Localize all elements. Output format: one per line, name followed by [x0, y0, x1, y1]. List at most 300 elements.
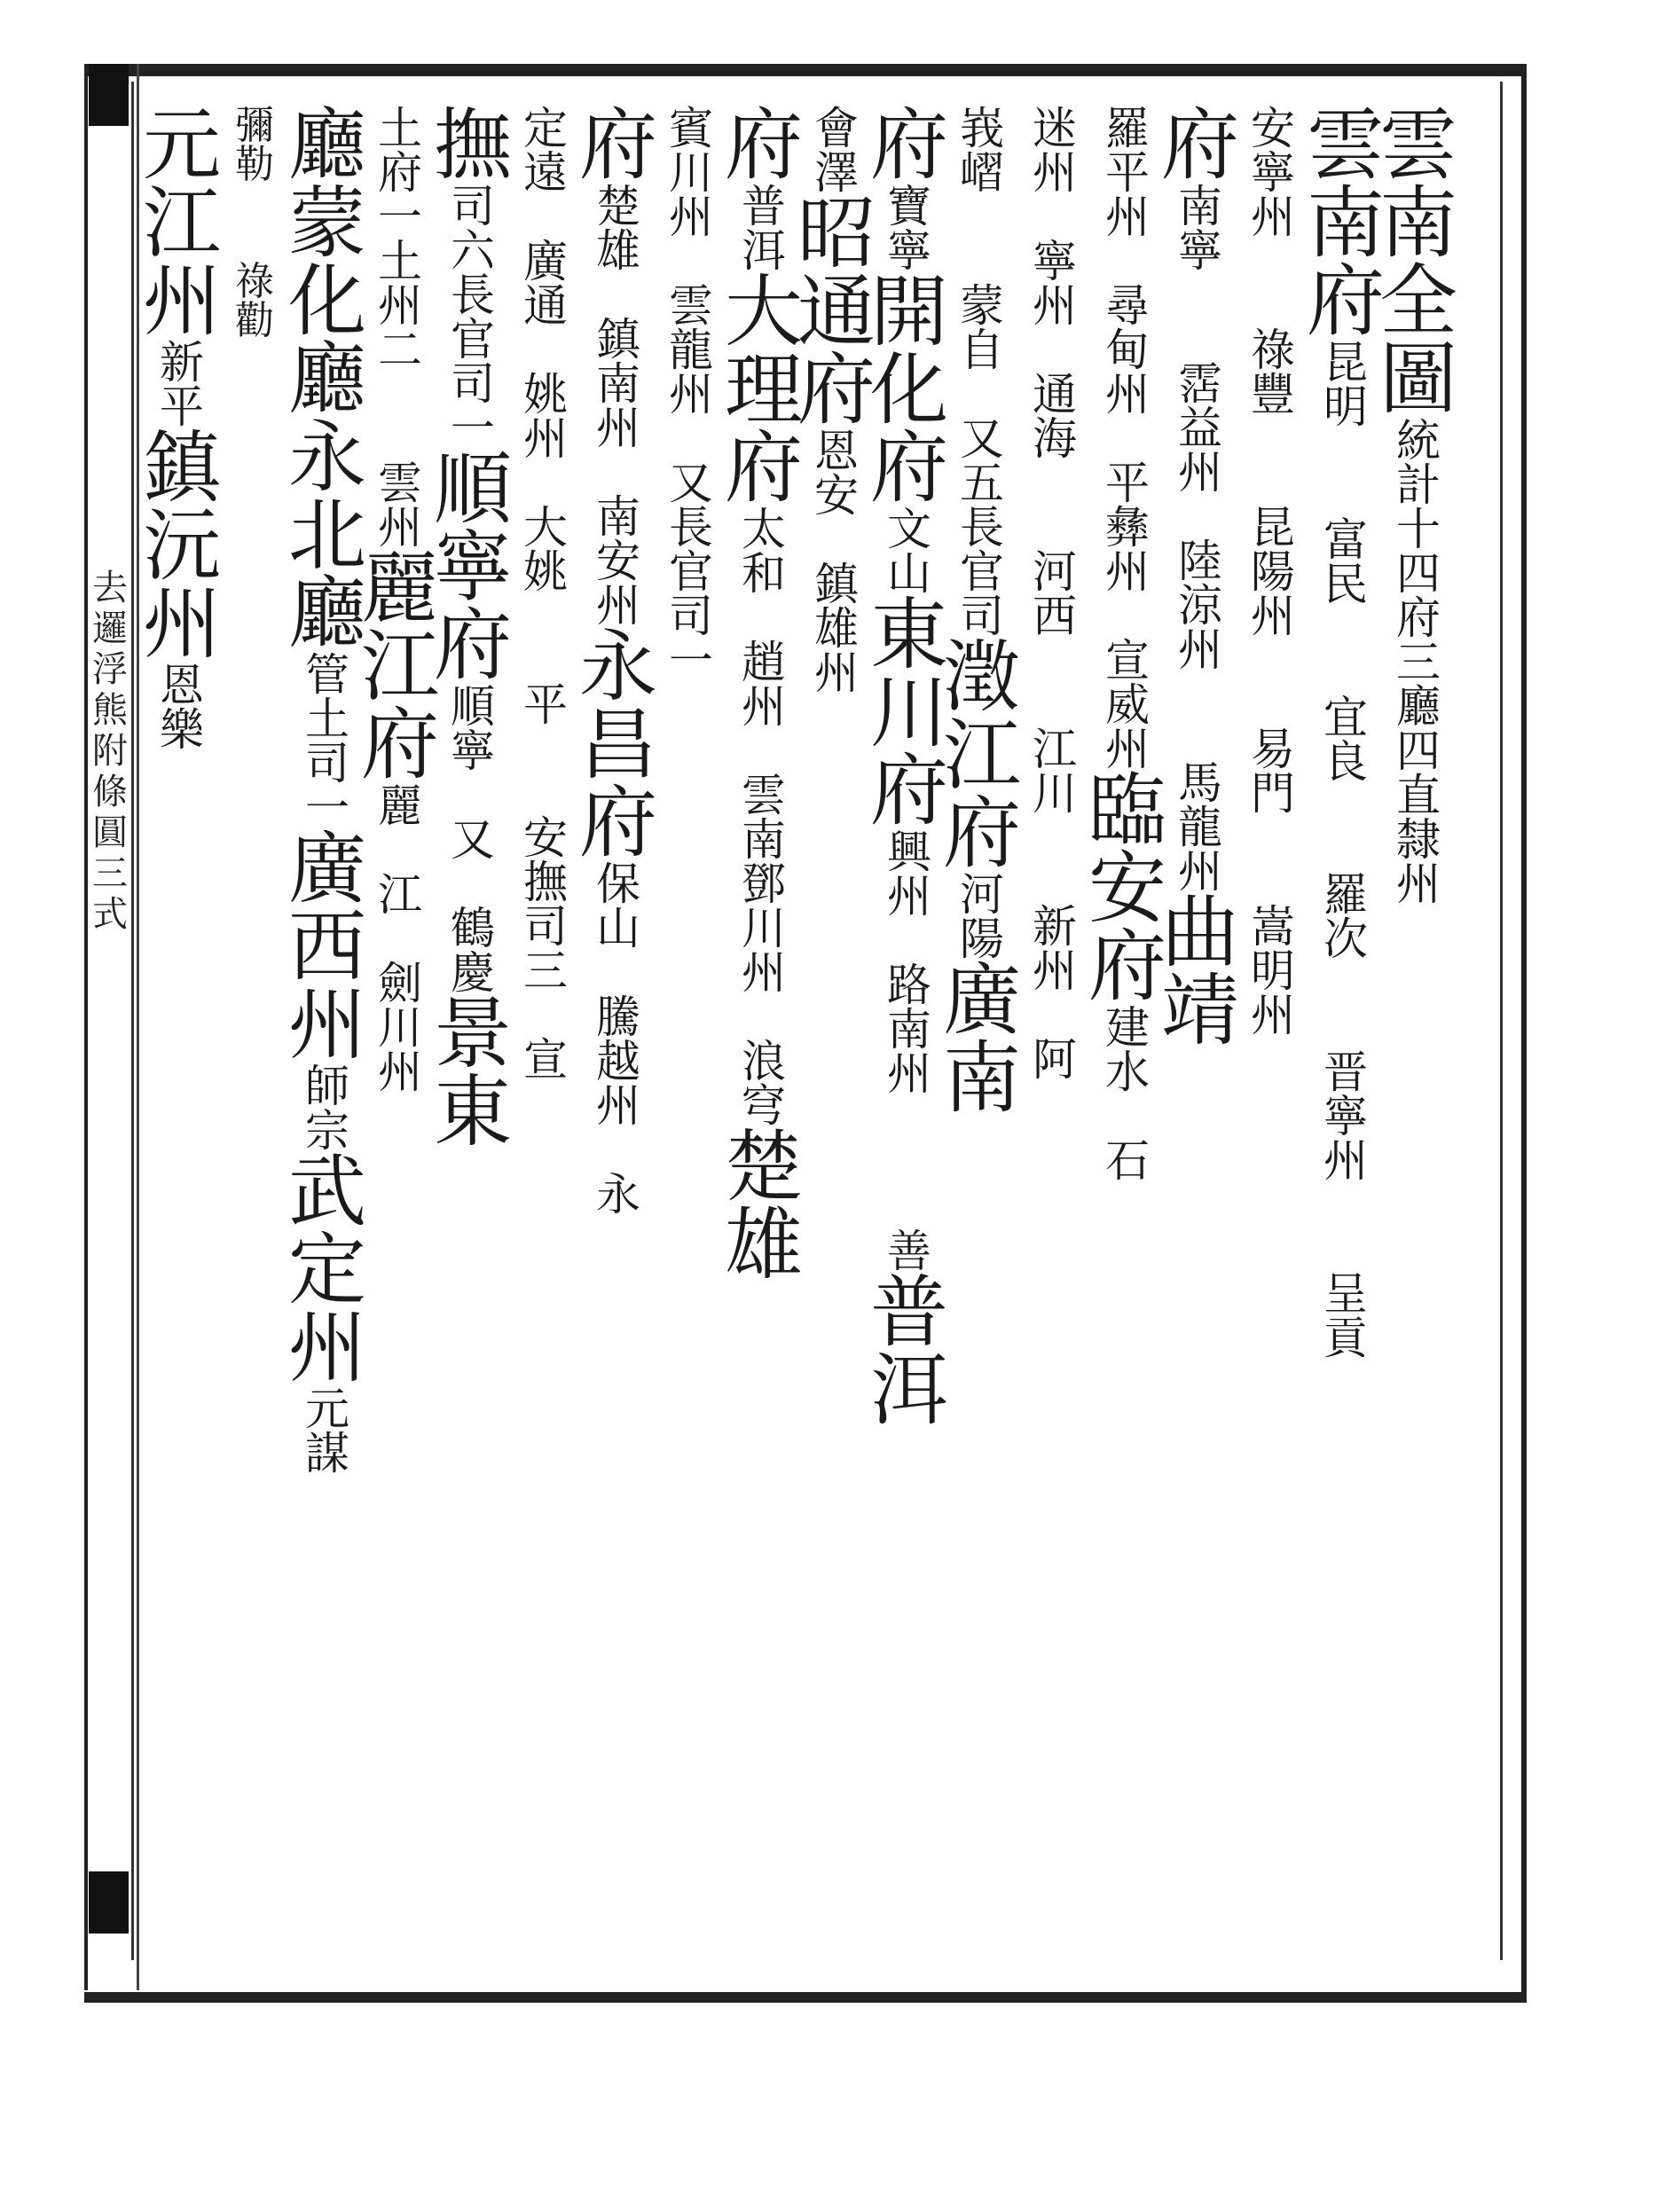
- glyph: [1178, 273, 1222, 318]
- text-column-14: [434, 99, 513, 1157]
- glyph: 廣: [523, 236, 568, 287]
- place-name-small: [160, 337, 204, 433]
- glyph: [1178, 318, 1222, 362]
- place-name-large: [870, 1267, 949, 1436]
- glyph: 廳: [288, 568, 367, 659]
- glyph: 一: [305, 782, 349, 834]
- place-name-small: [378, 103, 422, 553]
- glyph: [742, 729, 786, 773]
- glyph: 通: [1033, 369, 1077, 420]
- glyph: 長: [669, 502, 713, 553]
- spine-char: 浮: [92, 649, 128, 690]
- glyph: 南: [1307, 177, 1386, 269]
- glyph: 州: [669, 369, 713, 420]
- glyph: 州: [1105, 369, 1150, 420]
- glyph: 陸: [1178, 536, 1222, 587]
- glyph: [1033, 328, 1077, 373]
- glyph: [1178, 717, 1222, 761]
- spine-char: 式: [92, 894, 128, 935]
- glyph: [1323, 1183, 1368, 1228]
- glyph: 龍: [1178, 802, 1222, 853]
- glyph: 州: [596, 580, 640, 631]
- glyph: 平: [1105, 147, 1150, 199]
- text-column-5: [1088, 103, 1167, 1187]
- glyph: 樂: [160, 704, 204, 756]
- glyph: 彌: [235, 103, 274, 148]
- glyph: 府: [1088, 921, 1167, 1012]
- glyph: 安: [523, 812, 568, 864]
- glyph: 武: [288, 1146, 367, 1237]
- glyph: 祿: [1251, 325, 1295, 376]
- glyph: [887, 1185, 931, 1229]
- glyph: 大: [725, 266, 804, 357]
- text-column-17: [218, 103, 291, 343]
- glyph: 永: [596, 1169, 640, 1220]
- glyph: 州: [1105, 724, 1150, 775]
- glyph: 明: [1323, 381, 1368, 433]
- glyph: 民: [1323, 559, 1368, 610]
- glyph: 四: [1396, 548, 1441, 600]
- glyph: 州: [288, 979, 367, 1071]
- glyph: [887, 1141, 931, 1185]
- glyph: 州: [1105, 546, 1150, 598]
- glyph: 西: [1033, 591, 1077, 642]
- place-name-large: [288, 412, 367, 659]
- glyph: 良: [1323, 736, 1368, 788]
- glyph: 馬: [1178, 757, 1222, 809]
- glyph: [669, 239, 713, 284]
- glyph: 姚: [523, 546, 568, 598]
- glyph: [1251, 284, 1295, 328]
- place-name-large: [725, 1121, 804, 1290]
- glyph: [523, 594, 568, 639]
- place-name-large: [1379, 99, 1458, 425]
- spine-char: 去: [92, 568, 128, 608]
- glyph: [1105, 239, 1150, 284]
- glyph: 府: [434, 600, 513, 691]
- text-column-9: [797, 103, 876, 699]
- glyph: 洱: [742, 225, 786, 277]
- glyph: 澤: [814, 147, 859, 199]
- glyph: [523, 639, 568, 683]
- glyph: 雲: [1307, 99, 1386, 191]
- text-column-1: [1379, 99, 1458, 910]
- glyph: [887, 1096, 931, 1141]
- glyph: 州: [1178, 846, 1222, 898]
- glyph: 安: [814, 470, 859, 522]
- glyph: [378, 828, 422, 873]
- glyph: 陽: [1251, 546, 1295, 598]
- text-column-4: [1161, 99, 1240, 1056]
- glyph: 南: [596, 491, 640, 543]
- glyph: 隸: [1396, 814, 1441, 866]
- place-name-large: [943, 631, 1022, 879]
- glyph: 州: [143, 578, 222, 670]
- text-column-12: [579, 99, 658, 1220]
- place-name-large: [870, 266, 949, 514]
- glyph: 安: [1251, 103, 1295, 154]
- glyph: 江: [378, 869, 422, 921]
- place-name-large: [1307, 99, 1386, 347]
- glyph: 土: [378, 103, 422, 154]
- glyph: 浪: [742, 1036, 786, 1087]
- glyph: 三: [1396, 637, 1441, 688]
- glyph: [1178, 672, 1222, 717]
- glyph: 南: [596, 358, 640, 410]
- glyph: 楚: [725, 1121, 804, 1212]
- glyph: [742, 995, 786, 1039]
- glyph: 州: [887, 1048, 931, 1100]
- place-name-large: [943, 954, 1022, 1124]
- place-name-large: [725, 266, 804, 514]
- place-name-small: [814, 426, 859, 699]
- glyph: 勒: [235, 142, 274, 187]
- glyph: 六: [451, 225, 495, 277]
- glyph: [596, 951, 640, 995]
- place-name-large: [1161, 887, 1240, 1056]
- glyph: 州: [1105, 192, 1150, 243]
- glyph: 會: [814, 103, 859, 154]
- glyph: 府: [870, 99, 949, 191]
- spine-char: 熊: [92, 690, 128, 731]
- glyph: [1105, 417, 1150, 461]
- glyph: 州: [742, 681, 786, 733]
- glyph: 州: [1033, 147, 1077, 199]
- glyph: 州: [1323, 1135, 1368, 1187]
- glyph: 定: [288, 1224, 367, 1315]
- place-name-small: [960, 103, 1004, 642]
- glyph: [1323, 828, 1368, 873]
- glyph: 興: [887, 827, 931, 878]
- glyph: 晋: [1323, 1047, 1368, 1098]
- spine-char: 條: [92, 772, 128, 812]
- glyph: 江: [143, 177, 222, 269]
- glyph: 州: [1251, 591, 1295, 642]
- glyph: 化: [288, 255, 367, 347]
- glyph: 宜: [1323, 692, 1368, 743]
- glyph: 益: [1178, 403, 1222, 454]
- glyph: 廳: [288, 333, 367, 425]
- glyph: 土: [305, 694, 349, 745]
- glyph: 撫: [434, 99, 513, 191]
- place-name-large: [579, 99, 658, 191]
- glyph: 嶍: [960, 147, 1004, 199]
- glyph: 甸: [1105, 325, 1150, 376]
- glyph: 豐: [1251, 369, 1295, 420]
- place-name-small: [523, 103, 568, 1086]
- glyph: 一: [669, 635, 713, 686]
- place-name-small: [451, 681, 495, 999]
- spine-char: 圓: [92, 812, 128, 853]
- glyph: 靖: [1161, 965, 1240, 1056]
- glyph: [523, 993, 568, 1038]
- glyph: [1323, 607, 1368, 651]
- glyph: 昌: [579, 699, 658, 790]
- glyph: 新: [160, 337, 204, 388]
- glyph: 北: [288, 490, 367, 581]
- place-name-small: [742, 181, 786, 277]
- glyph: 州: [378, 1047, 422, 1098]
- glyph: 越: [596, 1036, 640, 1087]
- glyph: 府: [361, 699, 440, 790]
- glyph: 迷: [1033, 103, 1077, 154]
- glyph: 司: [669, 591, 713, 642]
- glyph: 川: [742, 903, 786, 954]
- glyph: [1178, 495, 1222, 539]
- place-name-large: [288, 823, 367, 1071]
- place-name-large: [434, 988, 513, 1157]
- glyph: [451, 862, 495, 906]
- glyph: 川: [1033, 768, 1077, 820]
- glyph: 新: [1033, 901, 1077, 953]
- glyph: [1323, 1006, 1368, 1050]
- glyph: [1251, 816, 1295, 860]
- glyph: 州: [1033, 280, 1077, 332]
- place-name-small: [1178, 181, 1222, 898]
- glyph: [1323, 474, 1368, 518]
- place-name-large: [288, 99, 367, 191]
- glyph: [523, 461, 568, 506]
- glyph: 河: [1033, 546, 1077, 598]
- place-name-small: [887, 181, 931, 277]
- glyph: 賓: [669, 103, 713, 154]
- glyph: 府: [1161, 99, 1240, 191]
- glyph: 二: [378, 325, 422, 376]
- text-column-18: [143, 99, 222, 756]
- glyph: 雲: [742, 770, 786, 821]
- place-name-large: [870, 99, 949, 191]
- place-name-small: [1323, 337, 1368, 1364]
- fold-mark-bottom: [89, 1871, 129, 1934]
- place-name-small: [451, 181, 495, 454]
- place-name-small: [378, 780, 422, 1098]
- spine-char: 邏: [92, 608, 128, 649]
- place-name-large: [434, 99, 513, 191]
- glyph: 廳: [288, 99, 367, 191]
- glyph: 昭: [797, 188, 876, 279]
- glyph: 遠: [523, 147, 568, 199]
- glyph: 宣: [523, 1034, 568, 1086]
- place-name-small: [160, 660, 204, 756]
- glyph: 河: [960, 869, 1004, 921]
- glyph: 州: [288, 1302, 367, 1393]
- glyph: [523, 195, 568, 239]
- glyph: [1033, 506, 1077, 550]
- glyph: 趙: [742, 637, 786, 688]
- glyph: 山: [596, 903, 640, 954]
- glyph: 府: [797, 344, 876, 435]
- glyph: [1033, 860, 1077, 905]
- glyph: 十: [1396, 504, 1441, 555]
- place-name-large: [361, 543, 440, 790]
- glyph: 東: [870, 589, 949, 680]
- glyph: 順: [451, 681, 495, 733]
- glyph: [1033, 461, 1077, 506]
- glyph: 土: [378, 236, 422, 287]
- place-name-large: [1088, 765, 1167, 1012]
- glyph: 路: [887, 960, 931, 1011]
- glyph: 州: [523, 413, 568, 465]
- glyph: [1033, 816, 1077, 860]
- glyph: 慶: [451, 947, 495, 999]
- glyph: 次: [1323, 914, 1368, 965]
- place-name-small: [814, 103, 859, 199]
- glyph: 州: [596, 1080, 640, 1132]
- glyph: 昆: [1251, 502, 1295, 553]
- glyph: 勸: [235, 298, 274, 343]
- glyph: 統: [1396, 415, 1441, 467]
- glyph: 善: [887, 1226, 931, 1277]
- glyph: 州: [143, 255, 222, 347]
- glyph: 尋: [1105, 280, 1150, 332]
- glyph: 鎮: [143, 422, 222, 514]
- glyph: [887, 919, 931, 963]
- glyph: 府: [579, 777, 658, 868]
- glyph: 海: [1033, 413, 1077, 465]
- glyph: 又: [669, 458, 713, 509]
- glyph: 曲: [1161, 887, 1240, 978]
- glyph: 司: [960, 591, 1004, 642]
- glyph: 易: [1251, 724, 1295, 775]
- glyph: 司: [451, 181, 495, 232]
- glyph: 陽: [960, 914, 1004, 965]
- glyph: 州: [596, 403, 640, 454]
- place-name-large: [288, 177, 367, 425]
- place-name-small: [669, 103, 713, 686]
- glyph: [1105, 1094, 1150, 1139]
- glyph: 府: [725, 422, 804, 514]
- glyph: 大: [523, 502, 568, 553]
- glyph: 一: [378, 192, 422, 243]
- spine-title: [89, 568, 131, 935]
- glyph: 順: [434, 443, 513, 535]
- glyph: [451, 773, 495, 818]
- glyph: 圖: [1379, 333, 1458, 425]
- glyph: [742, 596, 786, 640]
- glyph: [1251, 239, 1295, 284]
- glyph: 府: [870, 745, 949, 836]
- glyph: 峩: [960, 103, 1004, 154]
- glyph: 鶴: [451, 903, 495, 954]
- glyph: 州: [742, 947, 786, 999]
- glyph: [596, 451, 640, 495]
- glyph: 寧: [1251, 147, 1295, 199]
- glyph: [523, 772, 568, 816]
- glyph: 寶: [887, 181, 931, 232]
- glyph: 江: [361, 621, 440, 712]
- glyph: 司: [451, 358, 495, 410]
- place-name-small: [1105, 103, 1150, 775]
- place-name-small: [235, 103, 274, 343]
- glyph: 永: [288, 412, 367, 503]
- glyph: 宗: [305, 1105, 349, 1157]
- glyph: [1251, 860, 1295, 905]
- glyph: 府: [1396, 592, 1441, 644]
- glyph: 府: [378, 147, 422, 199]
- glyph: 司: [523, 901, 568, 953]
- glyph: 州: [669, 192, 713, 243]
- place-name-small: [887, 504, 931, 600]
- glyph: 管: [305, 649, 349, 701]
- place-name-large: [143, 422, 222, 670]
- place-name-small: [1396, 415, 1441, 910]
- glyph: 安: [596, 536, 640, 587]
- glyph: 蒙: [288, 177, 367, 269]
- glyph: 寧: [1033, 236, 1077, 287]
- glyph: 沅: [143, 500, 222, 592]
- glyph: [1323, 961, 1368, 1006]
- glyph: [960, 239, 1004, 284]
- glyph: 雲: [378, 458, 422, 509]
- glyph: [1033, 639, 1077, 683]
- glyph: 元: [305, 1384, 349, 1435]
- glyph: 府: [579, 99, 658, 191]
- glyph: 羅: [1105, 103, 1150, 154]
- glyph: 寧: [887, 225, 931, 277]
- glyph: 謀: [305, 1428, 349, 1479]
- glyph: 廳: [1396, 681, 1441, 733]
- glyph: [378, 373, 422, 417]
- text-column-10: [725, 99, 804, 1290]
- place-name-small: [305, 1384, 349, 1479]
- glyph: 江: [1033, 724, 1077, 775]
- glyph: 霑: [1178, 358, 1222, 410]
- glyph: 雄: [725, 1199, 804, 1290]
- glyph: 安: [1088, 843, 1167, 934]
- glyph: 山: [887, 548, 931, 600]
- glyph: 寧: [434, 522, 513, 613]
- glyph: 一: [451, 403, 495, 454]
- glyph: 騰: [596, 992, 640, 1043]
- glyph: 富: [1323, 514, 1368, 566]
- glyph: [669, 417, 713, 461]
- glyph: [1033, 993, 1077, 1038]
- place-name-small: [1251, 103, 1295, 1041]
- place-name-large: [797, 188, 876, 435]
- text-column-6: [1018, 103, 1091, 1086]
- glyph: [1251, 461, 1295, 506]
- place-name-large: [1161, 99, 1240, 191]
- glyph: 祿: [235, 259, 274, 304]
- place-name-large: [870, 589, 949, 836]
- glyph: 四: [1396, 726, 1441, 777]
- text-column-2: [1307, 99, 1386, 1364]
- text-column-7: [943, 103, 1022, 1124]
- glyph: 東: [434, 1066, 513, 1157]
- glyph: 川: [669, 147, 713, 199]
- glyph: 南: [742, 814, 786, 866]
- fold-mark-top: [89, 64, 129, 126]
- glyph: 宣: [1105, 635, 1150, 686]
- glyph: 阿: [1033, 1034, 1077, 1086]
- glyph: 州: [887, 871, 931, 922]
- glyph: 州: [378, 502, 422, 553]
- glyph: 貢: [1323, 1313, 1368, 1364]
- text-column-15: [361, 103, 440, 1098]
- glyph: 府: [1307, 255, 1386, 347]
- glyph: 川: [378, 1002, 422, 1054]
- glyph: 南: [1178, 181, 1222, 232]
- place-name-small: [1105, 1002, 1150, 1187]
- glyph: [1323, 651, 1368, 695]
- glyph: [378, 417, 422, 461]
- glyph: 撫: [523, 857, 568, 908]
- glyph: [1105, 594, 1150, 639]
- glyph: 嵩: [1251, 901, 1295, 953]
- glyph: 太: [742, 504, 786, 555]
- glyph: 官: [669, 546, 713, 598]
- glyph: 官: [960, 546, 1004, 598]
